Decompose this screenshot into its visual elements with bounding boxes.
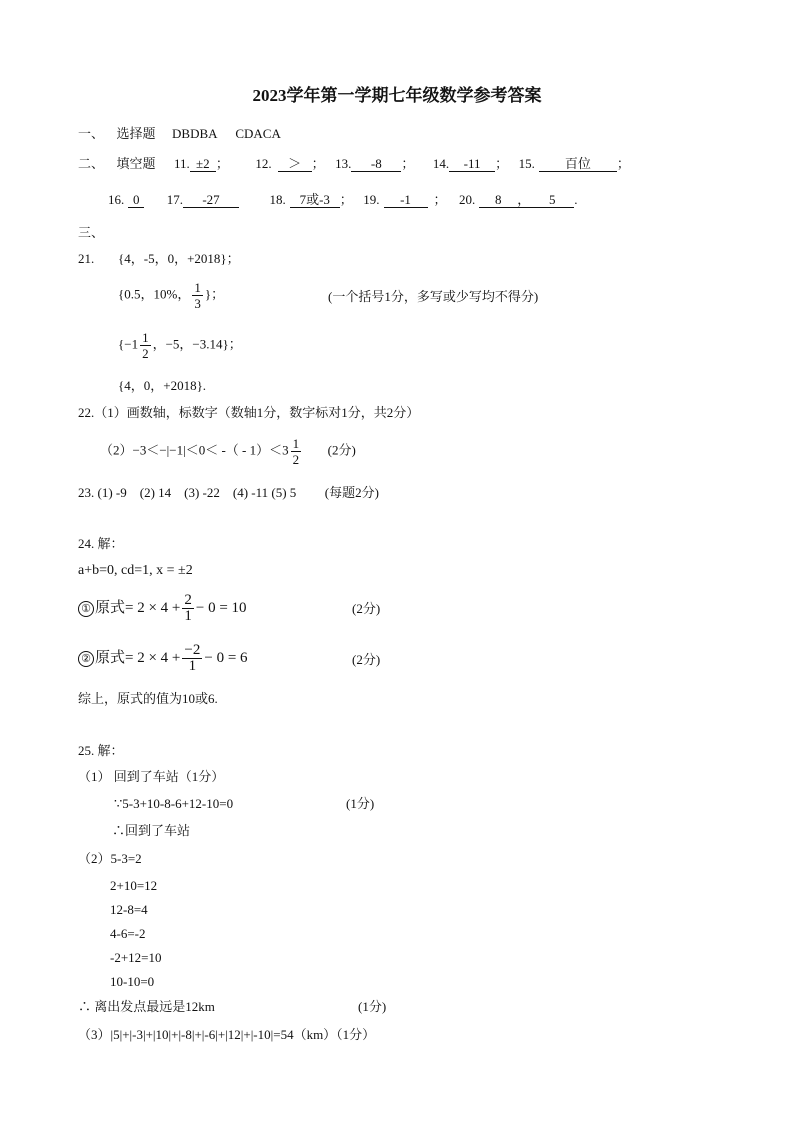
q25-part-3: （3）|5|+|-3|+|10|+|-8|+|-6|+|12|+|-10|=54（km）（1分） [78,1027,376,1042]
q24-case-2-denominator: 1 [188,658,197,674]
q20-answer-1: 8 [479,192,517,208]
section-1-label: 一、 [78,126,105,141]
q21-line-4: {4，0，+2018}. [118,378,207,393]
q21-line-3-denominator: 2 [142,346,149,361]
q25-part-2-conclusion: ∴ 离出发点最远是12km [78,999,215,1014]
q21-line-2-post: }； [204,286,225,302]
q20-separator: ， [517,192,531,207]
q21-line-3-post: ，−5，−3.14}； [152,336,242,352]
q24-condition: a+b=0, cd=1, x = ±2 [78,563,193,578]
q14-answer: -11 [449,156,495,172]
q24-case-1-pre: 原式= 2 × 4 + [95,599,181,616]
q24-head: 24. 解： [78,536,124,551]
q22-score: (2分) [327,442,356,458]
q24-case-1-numerator: 2 [184,592,192,608]
q25-part-2-score: (1分) [358,999,387,1014]
q18-number: 18. [269,192,286,207]
q22-denominator: 2 [292,452,300,467]
q25-part-1-score: (1分) [346,796,375,811]
section-2-line-1 [78,155,630,173]
section-1-name: 选择题 [116,126,156,141]
q11-number: 11. [174,156,190,171]
q13-number: 13. [335,156,352,171]
q20-answer-2: 5 [530,192,574,208]
q25-part-1-reason: ∵5-3+10-8-6+12-10=0 [114,796,234,811]
q25-part-1: （1） 回到了车站（1分） [78,769,225,784]
q11-answer: ±2 [190,156,216,172]
q22-numerator: 1 [292,436,300,451]
q22-line-1: 22.（1）画数轴，标数字（数轴1分，数字标对1分，共2分） [78,405,420,420]
q23-score: (每题2分) [324,485,379,500]
q22-line-2 [100,436,356,467]
q23-line [78,484,379,502]
q16-answer: 0 [128,192,144,208]
section-3-label: 三、 [78,225,105,240]
section-2-line-2 [108,191,578,209]
q25-step: -2+12=10 [110,950,162,965]
q13-end: ； [401,156,415,171]
q13-answer: -8 [351,156,401,172]
section-2-label: 二、 [78,156,105,171]
q24-case-1-post: − 0 = 10 [195,599,247,616]
q12-end: ； [311,156,325,171]
q21-line-2-pre: {0.5，10%， [118,286,191,302]
q21-note: (一个括号1分，多写或少写均不得分) [328,289,539,304]
q24-case-2 [78,643,248,674]
page-title: 2023学年第一学期七年级数学参考答案 [252,86,542,105]
q21-line-2-denominator: 3 [194,296,201,311]
q24-case-1 [78,593,247,624]
q19-number: 19. [363,192,380,207]
q20-number: 20. [459,192,476,207]
q21-line-3-pre: {−1 [118,336,139,352]
q11-end: ； [215,156,229,171]
q14-end: ； [495,156,509,171]
section-1-answers-2: CDACA [235,126,281,141]
q21-line-1: {4，-5，0，+2018}； [118,251,240,266]
q18-answer: 7或-3 [290,192,340,208]
q18-end: ； [339,192,353,207]
q25-head: 25. 解： [78,743,124,758]
circled-one: ① [78,601,94,617]
q16-number: 16. [108,192,125,207]
q24-case-2-score: (2分) [352,652,381,667]
q25-part-1-conclusion: ∴回到了车站 [112,823,191,838]
q12-number: 12. [255,156,272,171]
q24-case-2-pre: 原式= 2 × 4 + [95,649,181,666]
q25-part-2: （2）5-3=2 [78,851,142,866]
q24-case-2-post: − 0 = 6 [204,649,248,666]
q24-case-1-score: (2分) [352,601,381,616]
q17-number: 17. [166,192,183,207]
circled-two: ② [78,651,94,667]
q15-end: ； [616,156,630,171]
q22-line-2-pre: （2）−3＜−|−1|＜0＜ -（ - 1）＜3 [100,442,289,458]
q21-number: 21. [78,251,95,266]
section-1-answers: DBDBA [172,126,217,141]
q17-answer: -27 [183,192,239,208]
q15-number: 15. [518,156,535,171]
q14-number: 14. [432,156,450,171]
q24-case-2-numerator: −2 [184,642,201,658]
q21-line-3 [118,330,242,361]
q15-answer: 百位 [539,156,617,172]
q12-answer: ＞ [278,156,312,172]
section-1 [78,125,281,143]
q19-answer: -1 [384,192,428,208]
q25-step: 2+10=12 [110,878,158,893]
q19-end: ； [433,192,447,207]
section-2-name: 填空题 [116,156,156,171]
q21-line-2 [118,280,224,311]
q25-step: 12-8=4 [110,902,148,917]
q24-conclusion: 综上，原式的值为10或6. [78,691,218,706]
q20-end: . [574,192,578,207]
q21-line-2-numerator: 1 [194,280,201,295]
q25-step: 4-6=-2 [110,926,146,941]
q23-answers: 23. (1) -9 (2) 14 (3) -22 (4) -11 (5) 5 [78,485,297,500]
q21-line-3-numerator: 1 [142,330,149,345]
q24-case-1-denominator: 1 [184,608,192,624]
q25-step: 10-10=0 [110,974,155,989]
